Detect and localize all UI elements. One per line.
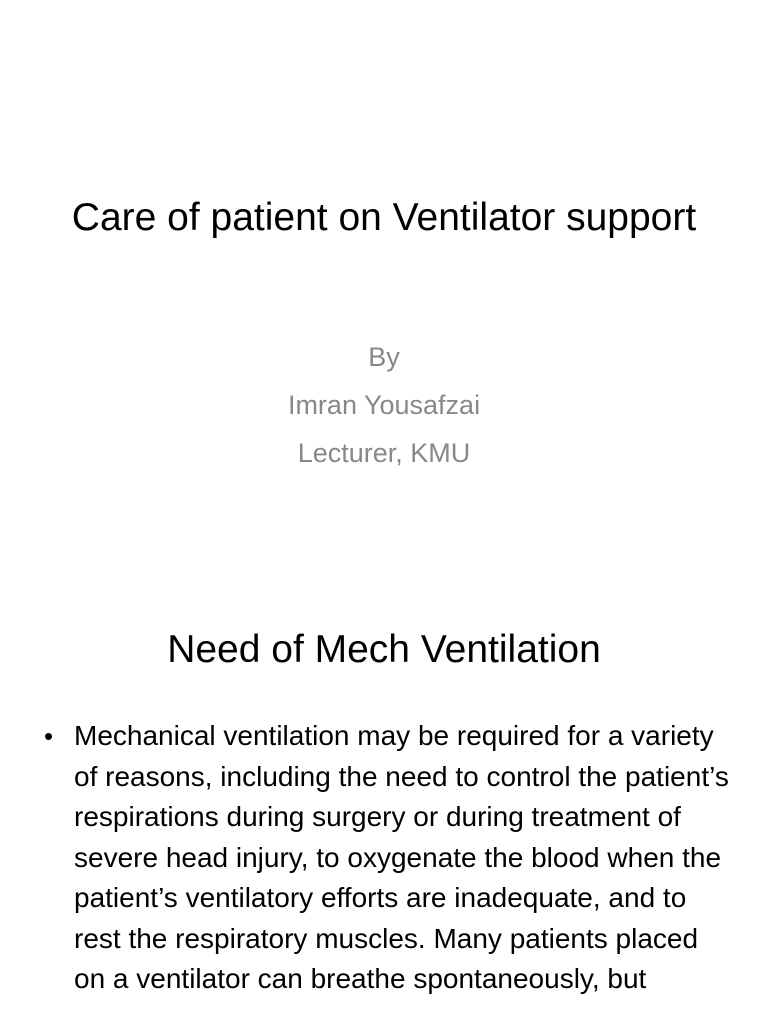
bullet-text: Mechanical ventilation may be required for a variety of reasons, including the need to control the patient’s respirations during surgery or during treatment of severe head injury, to oxygenate the blood when the patient’s ventilatory efforts are inadequate, and to rest the respiratory muscles. Many patients placed on a ventilator can breathe spontaneously, but [74, 720, 729, 994]
bullet-list [44, 716, 734, 1000]
bullet-icon: • [44, 721, 54, 751]
slide-title: Need of Mech Ventilation [167, 628, 601, 671]
subtitle-line-affiliation: Lecturer, KMU [297, 438, 471, 468]
slide-subtitle [60, 333, 708, 477]
subtitle-line-by: By [368, 342, 400, 372]
slide-title: Care of patient on Ventilator support [71, 196, 697, 239]
content-slide [0, 576, 768, 1024]
subtitle-line-author: Imran Yousafzai [287, 390, 481, 420]
bullet-item [44, 716, 734, 1000]
